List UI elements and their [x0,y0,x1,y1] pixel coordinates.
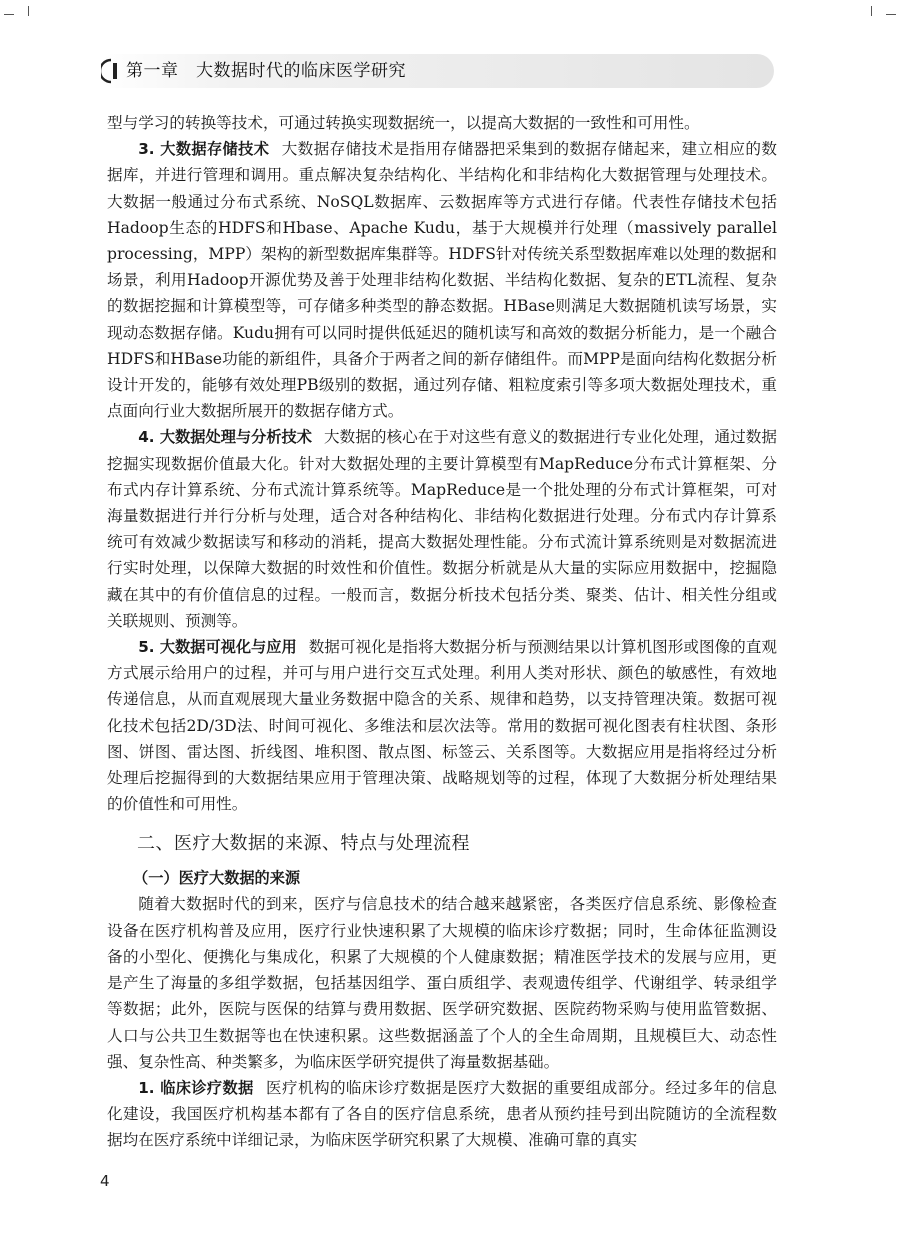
subsection-heading: （一）医疗大数据的来源 [133,869,301,888]
paragraph-data-sources [107,891,777,1074]
paragraph-text: 随着大数据时代的到来，医疗与信息技术的结合越来越紧密，各类医疗信息系统、影像检查设备在医疗机构普及应用，医疗行业快速积累了大规模的临床诊疗数据；同时，生命体征监测设备的小型化、便携化与集成化，积累了大规模的个人健康数据；精准医学技术的发展与应用，更是产生了海量的多组学数据，包括基因组学、蛋白质组学、表观遗传组学、代谢组学、转录组学等数据；此外，医院与医保的结算与费用数据、医学研究数据、医院药物采购与使用监管数据、人口与公共卫生数据等也在快速积累。这些数据涵盖了个人的全生命周期，且规模巨大、动态性强、复杂性高、种类繁多，为临床医学研究提供了海量数据基础。 [107,895,777,1071]
paragraph-lead: 3. 大数据存储技术 [138,140,270,159]
page-number: 4 [100,1172,110,1190]
paragraph-lead: 1. 临床诊疗数据 [138,1078,254,1097]
crop-mark-top-right-h [886,14,896,15]
paragraph-clinical-data [107,1075,777,1154]
crop-mark-top-right [871,6,886,16]
paragraph-lead: 5. 大数据可视化与应用 [138,638,297,657]
paragraph-processing-tech [107,424,777,634]
paragraph-text: 大数据的核心在于对这些有意义的数据进行专业化处理，通过数据挖掘实现数据价值最大化。针对大数据处理的主要计算模型有MapReduce分布式计算框架、分布式内存计算系统、分布式流计算系统等。MapReduce是一个批处理的分布式计算框架，可对海量数据进行并行分析与处理，适合对各种结构化、非结构化数据进行处理。分布式内存计算系统可有效减少数据读写和移动的消耗，提高大数据处理性能。分布式流计算系统则是对数据流进行实时处理，以保障大数据的时效性和价值性。数据分析就是从大量的实际应用数据中，挖掘隐藏在其中的有价值信息的过程。一般而言，数据分析技术包括分类、聚类、估计、相关性分组或关联规则、预测等。 [107,428,777,630]
section-heading: 二、医疗大数据的来源、特点与处理流程 [137,833,470,855]
paragraph-text: 数据可视化是指将大数据分析与预测结果以计算机图形或图像的直观方式展示给用户的过程，并可与用户进行交互式处理。利用人类对形状、颜色的敏感性，有效地传递信息，从而直观展现大量业务数据中隐含的关系、规律和趋势，以支持管理决策。数据可视化技术包括2D/3D法、时间可视化、多维法和层次法等。常用的数据可视化图表有柱状图、条形图、饼图、雷达图、折线图、堆积图、散点图、标签云、关系图等。大数据应用是指将经过分析处理后挖掘得到的大数据结果应用于管理决策、战略规划等的过程，体现了大数据分析处理结果的价值性和可用性。 [107,638,777,814]
paragraph-text: 型与学习的转换等技术，可通过转换实现数据统一，以提高大数据的一致性和可用性。 [107,114,700,132]
chapter-title: 第一章 大数据时代的临床医学研究 [126,61,406,81]
paragraph-continued [107,110,777,136]
crop-mark-top-left [14,6,29,16]
crop-mark-top-left-h [4,14,14,15]
paragraph-text: 大数据存储技术是指用存储器把采集到的数据存储起来，建立相应的数据库，并进行管理和调用。重点解决复杂结构化、半结构化和非结构化大数据管理与处理技术。大数据一般通过分布式系统、NoSQL数据库、云数据库等方式进行存储。代表性存储技术包括Hadoop生态的HDFS和Hbase、Apache Kudu，基于大规模并行处理（massively parallel processing，MPP）架构的新型数据库集群等。HDFS针对传统关系型数据库难以处理的数据和场景，利用Hadoop开源优势及善于处理非结构化数据、半结构化数据、复杂的ETL流程、复杂的数据挖掘和计算模型等，可存储多种类型的静态数据。HBase则满足大数据随机读写场景，实现动态数据存储。Kudu拥有可以同时提供低延迟的随机读写和高效的数据分析能力，是一个融合HDFS和HBase功能的新组件，具备介于两者之间的新存储组件。而MPP是面向结构化数据分析设计开发的，能够有效处理PB级别的数据，通过列存储、粗粒度索引等多项大数据处理技术，重点面向行业大数据所展开的数据存储方式。 [107,140,777,421]
page-body [107,110,777,1154]
paragraph-visualization [107,634,777,817]
paragraph-text: 医疗机构的临床诊疗数据是医疗大数据的重要组成部分。经过多年的信息化建设，我国医疗机构基本都有了各自的医疗信息系统，患者从预约挂号到出院随访的全流程数据均在医疗系统中详细记录，为临床医学研究积累了大规模、准确可靠的真实 [107,1078,777,1150]
paragraph-storage-tech [107,136,777,424]
header-bracket-icon [101,58,119,84]
paragraph-lead: 4. 大数据处理与分析技术 [138,428,312,447]
